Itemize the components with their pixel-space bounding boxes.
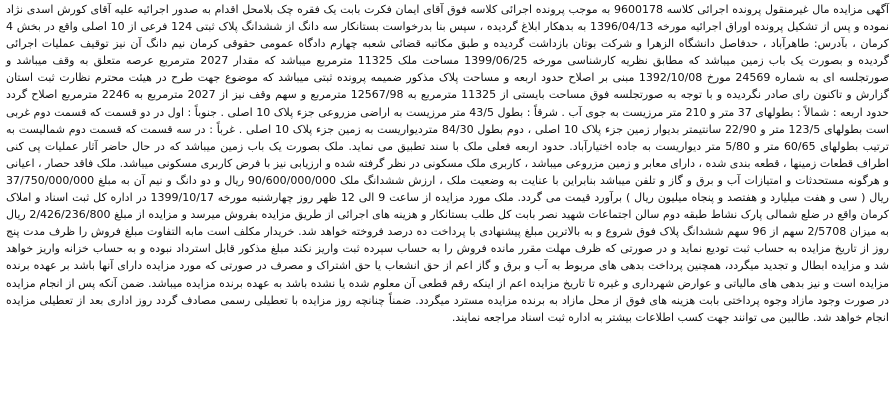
auction-notice-text: آگهی مزایده مال غیرمنقول پرونده اجرائی کلاسه 9600178 به موجب پرونده اجرائی کلاسه فوق آقای ایمان فکرت بابت یک فقره چک بلامحل اقدام به صدور اجرائیه علیه آقای کورش اسدی نژاد نموده و پس از تشکیل پرونده اوراق اجرائیه مورخه 1396/04/13 به بدهکار ابلاغ گردیده ، سپس بنا بدرخواست بستانکار سه دانگ از ششدانگ پلاک ثبتی 124 فرعی از 10 اصلی واقع در بخش 4 کرمان ، بآدرس: طاهرآباد ، حدفاصل دانشگاه الزهرا و شرکت بوتان بازداشت گردیده و طبق مکاتبه قضائی شعبه چهارم دادگاه عمومی حقوقی کرمان نیم دانگ آن نیز توقیف عملیات اجرائی گردیده و بصورت یک باب زمین میباشد که مطابق نظریه کارشناسی مورخه 1399/06/25 مساحت ملک 11325 مترمربع میباشد که مقدار 2027 مترمربع عرصه متعلق به وقف میباشد و صورتجلسه ای به شماره 24569 مورخ 1392/10/08 مبنی بر اصلاح حدود اربعه و مساحت پلاک مذکور ضمیمه پرونده ثبتی میباشد که موضوع جهت طرح در هیئت محترم نظارت ثبت استان گزارش و تاکنون رای صادر نگردیده و با توجه به صورتجلسه فوق مساحت بایستی از 11325 مترمربع به 12567/98 مترمربع و سهم وقف نیز از 2027 مترمربع به 2246 مترمربع اصلاح گردد حدود اربعه : شمالاً : بطولهای 37 متر و 210 متر مرزیست به جوی آب . شرقاً : بطول 43/5 متر مرزیست به اراضی مزروعی جزء پلاک 10 اصلی . جنوباً : اول در دو قسمت که قسمت دوم غربی است بطولهای 123/5 متر و 22/90 سانتیمتر بدیوار زمین جزء پلاک 10 اصلی ، دوم بطول 84/30 متردیواریست به زمین جزء پلاک 10 اصلی . غرباً : در سه قسمت که قسمت دوم شمالیست به ترتیب بطولهای 60/65 متر و 5/80 متر دیواریست به جاده اختیارآباد. حدود اربعه فعلی ملک با سند تطبیق می نماید. ملک بصورت یک باب زمین میباشد که در حال حاضر آثار عملیات پی کنی اطراف قطعات زمینها ، قطعه بندی شده ، دارای معابر و زمین مزروعی میباشد ، کاربری ملک مسکونی در نظر گرفته شده و ارزیابی نیز با فرض کاربری مسکونی میباشد. ملک فاقد حصار ، اعیانی و هرگونه مستحدثات و امتیازات آب و برق و گاز و تلفن میباشد بنابراین با عنایت به وضعیت ملک ، ارزش ششدانگ ملک 90/600/000/000 ریال و دو دانگ و نیم آن به مبلغ 37/750/000/000 ریال ( سی و هفت میلیارد و هفتصد و پنجاه میلیون ریال ) برآورد قیمت می گردد. ملک مورد مزایده از ساعت 9 الی 12 ظهر روز چهارشنبه مورخه 1399/10/17 در اداره کل ثبت اسناد و املاک کرمان واقع در ضلع شمالی پارک نشاط طبقه دوم سالن اجتماعات شهید نصر بابت کل طلب بستانکار و هزینه های اجرائی از طریق مزایده بفروش میرسد و مزایده از مبلغ 2/426/236/800 ریال به میزان 2/5708 سهم از 96 سهم ششدانگ پلاک فوق شروع و به بالاترین مبلغ پیشنهادی با پرداخت ده درصد فروخته خواهد شد. خریدار مکلف است مابه التفاوت مبلغ فروش را ظرف مدت پنج روز از تاریخ مزایده به حساب ثبت تودیع نماید و در صورتی که ظرف مهلت مقرر مانده فروش را به حساب سپرده ثبت واریز نکند مبلغ مذکور قابل استرداد نبوده و به حساب خزانه واریز خواهد شد و مزایده ابطال و تجدید میگردد، همچنین پرداخت بدهی های مربوط به آب و برق و گاز اعم از حق انشعاب یا حق اشتراک و مصرف در صورتی که مورد مزایده دارای آنها باشد بر عهده برنده مزایده است و نیز بدهی های مالیاتی و عوارض شهرداری و غیره تا تاریخ مزایده اعم از اینکه رقم قطعی آن معلوم شده یا نشده باشد به عهده برنده مزایده میباشد. ضمن آنکه پس از انجام مزایده در صورت وجود مازاد وجوه پرداختی بابت هزینه های فوق از محل مازاد به برنده مزایده مسترد میگردد. ضمناً چنانچه روز مزایده با تعطیلی رسمی مصادف گردد روز اداری بعد از تعطیلی مزایده انجام خواهد شد. طالبین می توانند جهت کسب اطلاعات بیشتر به اداره ثبت اسناد مراجعه نمایند.: [6, 3, 890, 324]
